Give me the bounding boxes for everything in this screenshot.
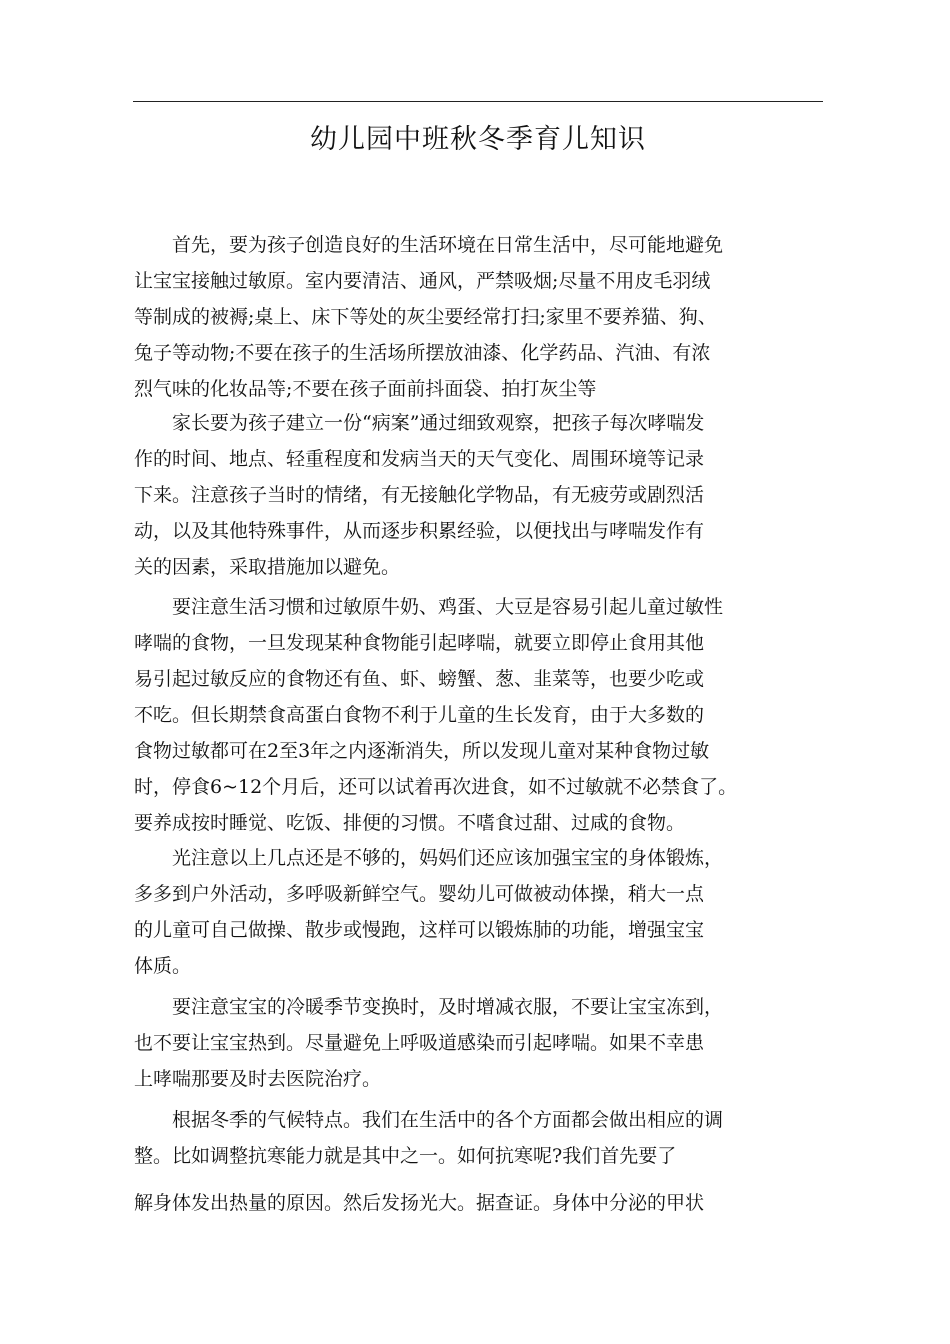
paragraph-line: 要注意生活习惯和过敏原牛奶、鸡蛋、大豆是容易引起儿童过敏性 [172,596,724,618]
paragraph-line: 的儿童可自己做操、散步或慢跑，这样可以锻炼肺的功能，增强宝宝 [134,919,705,941]
paragraph-line: 整。比如调整抗寒能力就是其中之一。如何抗寒呢?我们首先要了 [134,1145,677,1167]
paragraph-line: 动，以及其他特殊事件，从而逐步积累经验，以便找出与哮喘发作有 [134,520,705,542]
paragraph-7 [134,1185,824,1221]
paragraph-line: 下来。注意孩子当时的情绪，有无接触化学物品，有无疲劳或剧烈活 [134,484,705,506]
paragraph-line: 等制成的被褥;桌上、床下等处的灰尘要经常打扫;家里不要养猫、狗、 [134,306,717,328]
document-title: 幼儿园中班秋冬季育儿知识 [310,124,646,156]
paragraph-line: 体质。 [134,955,192,977]
paragraph-line: 也不要让宝宝热到。尽量避免上呼吸道感染而引起哮喘。如果不幸患 [134,1032,705,1054]
paragraph-line: 不吃。但长期禁食高蛋白食物不利于儿童的生长发育，由于大多数的 [134,704,705,726]
paragraph-3 [134,589,824,841]
paragraph-line: 哮喘的食物，一旦发现某种食物能引起哮喘，就要立即停止食用其他 [134,632,705,654]
paragraph-4 [134,840,824,984]
paragraph-line: 首先，要为孩子创造良好的生活环境在日常生活中，尽可能地避免 [172,234,724,256]
paragraph-line: 关的因素，采取措施加以避免。 [134,556,401,578]
paragraph-line: 家长要为孩子建立一份“病案”通过细致观察，把孩子每次哮喘发 [172,412,705,434]
paragraph-line: 要养成按时睡觉、吃饭、排便的习惯。不嗜食过甜、过咸的食物。 [134,812,686,834]
paragraph-line: 兔子等动物;不要在孩子的生活场所摆放油漆、化学药品、汽油、有浓 [134,342,711,364]
paragraph-line: 根据冬季的气候特点。我们在生活中的各个方面都会做出相应的调 [172,1109,724,1131]
paragraph-line: 作的时间、地点、轻重程度和发病当天的天气变化、周围环境等记录 [134,448,705,470]
paragraph-line: 时，停食6~12个月后，还可以试着再次进食，如不过敏就不必禁食了。 [134,776,738,798]
paragraph-line: 食物过敏都可在2至3年之内逐渐消失，所以发现儿童对某种食物过敏 [134,740,710,762]
header-rule [133,101,823,102]
paragraph-line: 易引起过敏反应的食物还有鱼、虾、螃蟹、葱、韭菜等，也要少吃或 [134,668,705,690]
paragraph-2 [134,405,824,585]
paragraph-6 [134,1102,824,1174]
paragraph-5 [134,989,824,1097]
paragraph-line: 烈气味的化妆品等;不要在孩子面前抖面袋、拍打灰尘等 [134,378,597,400]
paragraph-line: 光注意以上几点还是不够的，妈妈们还应该加强宝宝的身体锻炼， [172,847,724,869]
paragraph-line: 要注意宝宝的冷暖季节变换时，及时增减衣服，不要让宝宝冻到， [172,996,724,1018]
paragraph-1 [134,227,824,407]
paragraph-line: 解身体发出热量的原因。然后发扬光大。据查证。身体中分泌的甲状 [134,1192,705,1214]
paragraph-line: 上哮喘那要及时去医院治疗。 [134,1068,382,1090]
paragraph-line: 多多到户外活动，多呼吸新鲜空气。婴幼儿可做被动体操，稍大一点 [134,883,705,905]
paragraph-line: 让宝宝接触过敏原。室内要清洁、通风，严禁吸烟;尽量不用皮毛羽绒 [134,270,711,292]
